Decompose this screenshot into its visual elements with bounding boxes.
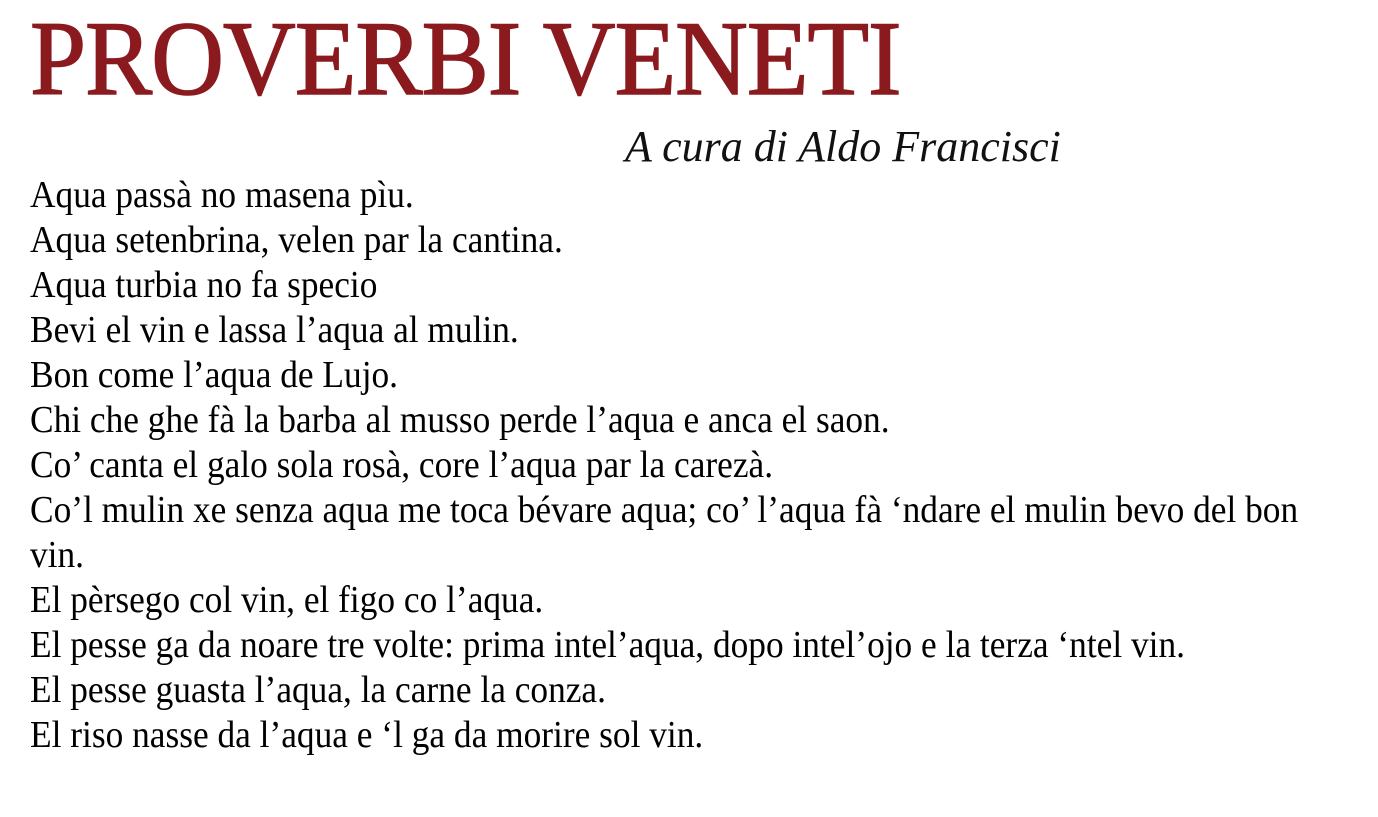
proverb-item: El pèrsego col vin, el figo co l’aqua. — [30, 579, 544, 621]
proverb-list — [30, 173, 1350, 758]
proverb-item: El pesse guasta l’aqua, la carne la conza. — [30, 669, 606, 711]
proverb-item: Aqua setenbrina, velen par la cantina. — [30, 219, 563, 261]
proverb-item: Chi che ghe fà la barba al musso perde l’aqua e anca el saon. — [30, 399, 890, 441]
proverb-item: El pesse ga da noare tre volte: prima intel’aqua, dopo intel’ojo e la terza ‘ntel vin. — [30, 624, 1185, 666]
proverb-item: Co’ canta el galo sola rosà, core l’aqua par la carezà. — [30, 444, 774, 486]
proverb-item: Co’l mulin xe senza aqua me toca bévare aqua; co’ l’aqua fà ‘ndare el mulin bevo del bon vin. — [30, 489, 1299, 576]
document-title: PROVERBI VENETI — [30, 0, 901, 117]
proverb-item: Aqua turbia no fa specio — [30, 264, 378, 306]
proverb-item: Aqua passà no masena pìu. — [30, 174, 414, 216]
proverb-item: Bevi el vin e lassa l’aqua al mulin. — [30, 309, 519, 351]
proverb-item: Bon come l’aqua de Lujo. — [30, 354, 399, 396]
document-subtitle: A cura di Aldo Francisci — [625, 122, 1061, 171]
proverb-item: El riso nasse da l’aqua e ‘l ga da morire sol vin. — [30, 714, 704, 756]
